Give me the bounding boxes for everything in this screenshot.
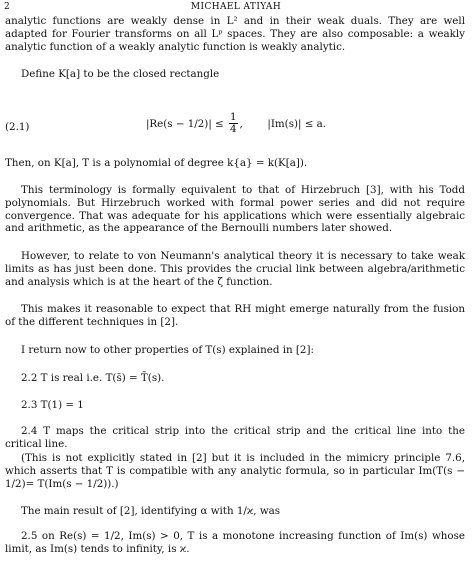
paragraph-weak-analytic: analytic functions are weakly dense in L² and in their weak duals. They are well adapted for Fourier transforms on all Lᵖ spaces. They are also composable: a weakly analytic function of a weakly analytic function is weakly analytic. xyxy=(5,15,465,53)
paragraph-polynomial-degree: Then, on K[a], T is a polynomial of degree k{a} = k(K[a]). xyxy=(5,157,308,169)
equation-left: |Re(s − 1/2)| ≤ xyxy=(145,117,224,130)
paragraph-other-properties: I return now to other properties of T(s) explained in [2]: xyxy=(21,344,314,356)
page-number: 2 xyxy=(4,2,10,12)
equation-fraction xyxy=(229,112,238,135)
running-head: MICHAEL ATIYAH xyxy=(190,2,282,12)
paragraph-von-neumann: However, to relate to von Neumann's analytical theory it is necessary to take weak limits as has just been done. This provides the crucial link between algebra/arithmetic and analysis which is at the heart of the ζ function. xyxy=(5,250,465,288)
paragraph-rh-fusion: This makes it reasonable to expect that RH might emerge naturally from the fusion of the different techniques in [2]. xyxy=(5,303,465,328)
property-2-3: 2.3 T(1) = 1 xyxy=(21,399,84,411)
property-2-2: 2.2 T is real i.e. T(s̄) = T̄(s). xyxy=(21,372,165,384)
paragraph-define-k: Define K[a] to be the closed rectangle xyxy=(21,68,220,80)
property-2-5: 2.5 on Re(s) = 1/2, Im(s) > 0, T is a monotone increasing function of Im(s) whose limit, as Im(s) tends to infinity, is ϰ. xyxy=(5,530,465,555)
equation-number: (2.1) xyxy=(5,121,30,133)
equation-right: |Im(s)| ≤ a. xyxy=(267,117,327,130)
equation-comma: , xyxy=(239,117,243,130)
equation-2-1 xyxy=(0,112,472,135)
paragraph-mimicry: (This is not explicitly stated in [2] but it is included in the mimicry principle 7.6, which asserts that T is compatible with any analytic formula, so in particular Im(T(s − 1/2)= T(Im(s − 1/2)).) xyxy=(5,452,465,490)
fraction-denominator: 4 xyxy=(229,123,237,135)
property-2-4: 2.4 T maps the critical strip into the critical strip and the critical line into the critical line. xyxy=(5,425,465,450)
fraction-numerator: 1 xyxy=(229,111,237,123)
page-header xyxy=(0,2,472,14)
paragraph-main-result: The main result of [2], identifying α with 1/ϰ, was xyxy=(21,505,281,517)
paragraph-hirzebruch: This terminology is formally equivalent to that of Hirzebruch [3], with his Todd polynomials. But Hirzebruch worked with formal power series and did not require convergence. That was adequate for his applications which were essentially algebraic and arithmetic, as the appearance of the Bernoulli numbers later showed. xyxy=(5,184,465,235)
